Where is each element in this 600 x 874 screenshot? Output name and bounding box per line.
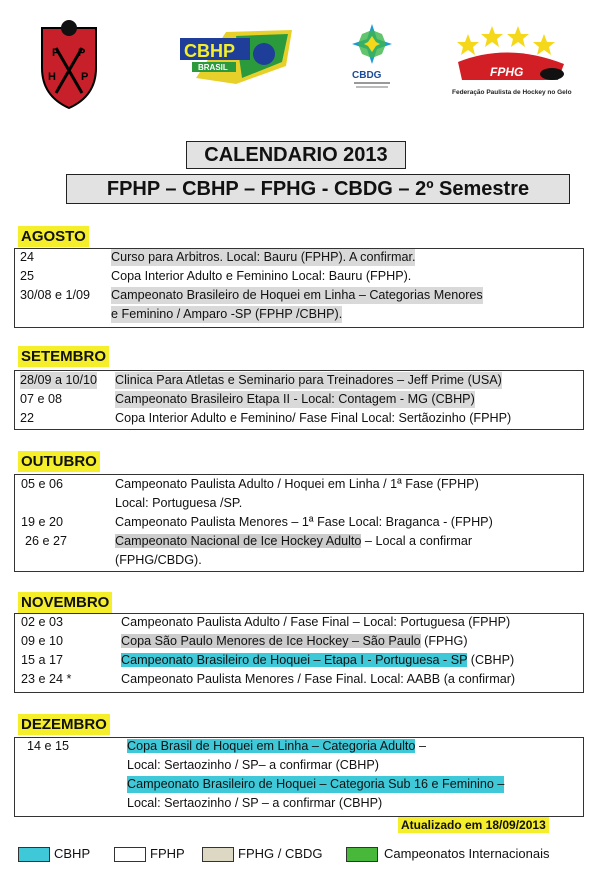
event-text: Campeonato Paulista Adulto / Hoquei em Linha / 1ª Fase (FPHP) (115, 477, 479, 491)
event-text-suffix: – Local a confirmar (361, 534, 473, 548)
event-text-highlight: Campeonato Nacional de Ice Hockey Adulto (115, 534, 362, 548)
event-text (127, 738, 426, 755)
event-text: Campeonato Paulista Menores / Fase Final. Local: AABB (a confirmar) (121, 672, 516, 686)
event-text: Campeonato Brasileiro de Hoquei – Categoria Sub 16 e Feminino – (127, 777, 505, 791)
event-text (115, 533, 472, 550)
event-date: 24 (20, 250, 35, 264)
event-text-suffix: (FPHG) (420, 634, 468, 648)
event-date: 25 (20, 269, 35, 283)
svg-text:H: H (48, 71, 56, 83)
event-date: 07 e 08 (20, 392, 63, 406)
page-subtitle: FPHP – CBHP – FPHG - CBDG – 2º Semestre (66, 174, 570, 204)
legend-swatch-fphg-cbdg (202, 847, 234, 862)
svg-text:F: F (52, 47, 59, 59)
event-date: 23 e 24 * (21, 672, 72, 686)
event-text: Campeonato Paulista Adulto / Fase Final – Local: Portuguesa (FPHP) (121, 615, 511, 629)
agosto-events-box (14, 248, 584, 328)
event-date: 22 (20, 411, 35, 425)
legend-label-internacionais: Campeonatos Internacionais (384, 846, 550, 861)
event-text (121, 633, 468, 650)
fphp-logo (36, 18, 102, 110)
legend-label-cbhp: CBHP (54, 846, 91, 861)
event-text: Copa Interior Adulto e Feminino Local: Bauru (FPHP). (111, 269, 412, 283)
event-text: e Feminino / Amparo -SP (FPHP /CBHP). (111, 307, 343, 321)
event-text-suffix: – (415, 739, 426, 753)
legend-swatch-cbhp (18, 847, 50, 862)
novembro-events-box (14, 613, 584, 693)
event-date: 28/09 a 10/10 (20, 373, 98, 387)
event-text: Campeonato Paulista Menores – 1ª Fase Local: Braganca - (FPHP) (115, 515, 493, 529)
event-text: Campeonato Brasileiro de Hoquei em Linha – Categorias Menores (111, 288, 483, 302)
event-date: 26 e 27 (25, 534, 68, 548)
month-heading-dezembro: DEZEMBRO (18, 714, 110, 735)
event-text (121, 652, 514, 669)
event-date: 09 e 10 (21, 634, 64, 648)
legend-label-fphg-cbdg: FPHG / CBDG (238, 846, 323, 861)
event-text-suffix: (CBHP) (467, 653, 515, 667)
event-text-highlight: Campeonato Brasileiro de Hoquei – Etapa I - Portuguesa - SP (121, 653, 468, 667)
event-text: Copa Interior Adulto e Feminino/ Fase Final Local: Sertãozinho (FPHP) (115, 411, 512, 425)
svg-text:CBHP: CBHP (184, 41, 236, 61)
event-date: 15 a 17 (21, 653, 64, 667)
event-text-highlight: Copa Brasil de Hoquei em Linha – Categoria Adulto (127, 739, 416, 753)
month-heading-agosto: AGOSTO (18, 226, 89, 247)
svg-text:BRASIL: BRASIL (198, 63, 228, 72)
event-text: Local: Sertaozinho / SP– a confirmar (CBHP) (127, 758, 379, 772)
cbhp-logo (176, 26, 296, 88)
setembro-events-box (14, 370, 584, 430)
event-text: Clinica Para Atletas e Seminario para Treinadores – Jeff Prime (USA) (115, 373, 502, 387)
legend-swatch-fphp (114, 847, 146, 862)
svg-text:Federação Paulista de Hockey n: Federação Paulista de Hockey no Gelo (452, 89, 572, 96)
event-date: 30/08 e 1/09 (20, 288, 91, 302)
dezembro-events-box (14, 737, 584, 817)
outubro-events-box (14, 474, 584, 572)
svg-text:P: P (78, 47, 86, 59)
event-text: Local: Sertaozinho / SP – a confirmar (CBHP) (127, 796, 383, 810)
month-heading-novembro: NOVEMBRO (18, 592, 112, 613)
svg-text:CBDG: CBDG (352, 70, 382, 81)
event-text: (FPHG/CBDG). (115, 553, 202, 567)
event-text: Curso para Arbitros. Local: Bauru (FPHP). A confirmar. (111, 250, 416, 264)
svg-text:P: P (81, 71, 89, 83)
event-date: 02 e 03 (21, 615, 64, 629)
event-date: 05 e 06 (21, 477, 64, 491)
event-date: 19 e 20 (21, 515, 64, 529)
month-heading-outubro: OUTUBRO (18, 451, 100, 472)
month-heading-setembro: SETEMBRO (18, 346, 109, 367)
event-date: 14 e 15 (27, 739, 70, 753)
svg-text:FPHG: FPHG (490, 65, 524, 79)
fphg-logo (448, 22, 574, 100)
page-title: CALENDARIO 2013 (186, 141, 406, 169)
updated-date: Atualizado em 18/09/2013 (398, 817, 549, 833)
legend-swatch-internacionais (346, 847, 378, 862)
cbdg-logo (342, 18, 402, 98)
event-text: Local: Portuguesa /SP. (115, 496, 243, 510)
event-text-highlight: Copa São Paulo Menores de Ice Hockey – São Paulo (121, 634, 421, 648)
event-text: Campeonato Brasileiro Etapa II - Local: Contagem - MG (CBHP) (115, 392, 475, 406)
legend-label-fphp: FPHP (150, 846, 185, 861)
